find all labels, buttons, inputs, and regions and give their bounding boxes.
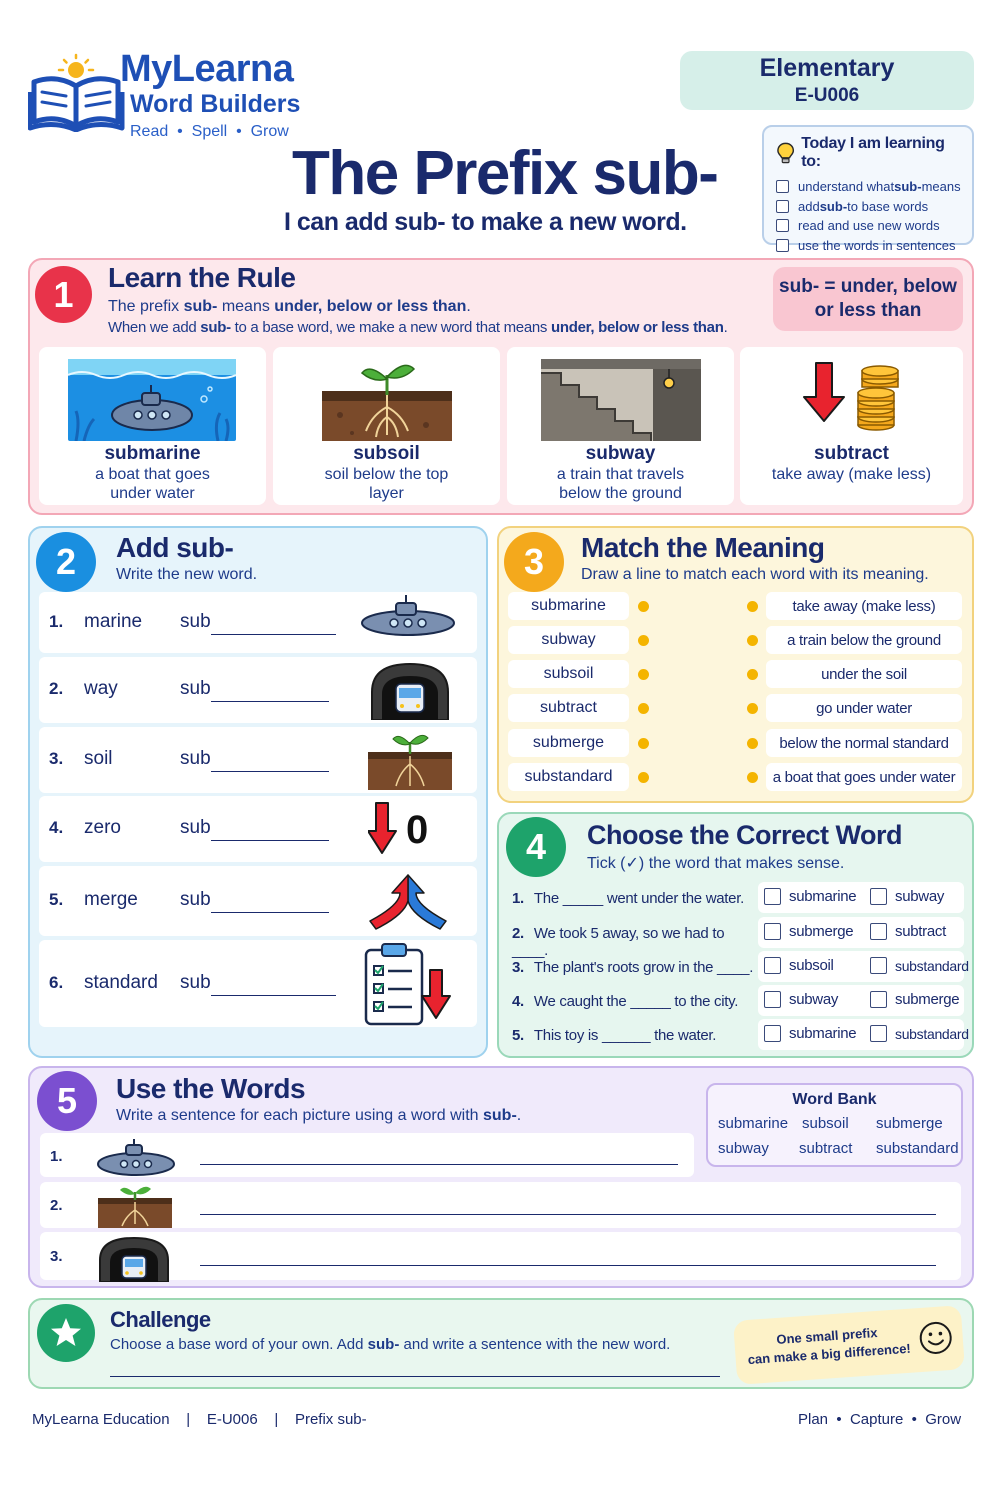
merge-arrows-icon bbox=[358, 871, 458, 936]
row-number: 3. bbox=[50, 1248, 63, 1265]
learning-goals bbox=[762, 125, 974, 253]
level-code: E-U006 bbox=[794, 85, 860, 106]
level-badge bbox=[680, 51, 974, 110]
rule-summary: sub- = under, below or less than bbox=[773, 267, 963, 331]
row-number: 1. bbox=[49, 611, 64, 631]
down-arrow-coins-icon bbox=[802, 361, 910, 433]
goals-heading: Today I am learning to: bbox=[801, 135, 945, 170]
row-number: 3. bbox=[49, 749, 64, 768]
clipboard-down-icon bbox=[362, 942, 454, 1031]
word-card-submarine bbox=[39, 347, 266, 505]
section-title: Use the Words bbox=[116, 1073, 306, 1104]
checkbox[interactable] bbox=[870, 957, 887, 974]
checkbox[interactable] bbox=[776, 180, 789, 193]
option-checkbox[interactable]: substandard bbox=[870, 1025, 969, 1042]
match-meaning[interactable]: below the normal standard bbox=[766, 729, 962, 757]
logo bbox=[28, 52, 128, 132]
match-meaning[interactable]: a train below the ground bbox=[766, 626, 962, 654]
section-number: 4 bbox=[506, 817, 566, 877]
row-number: 2. bbox=[49, 679, 64, 698]
add-sub-row bbox=[39, 796, 477, 862]
prefix-label: sub bbox=[180, 678, 211, 699]
base-word: marine bbox=[84, 610, 143, 632]
question: 1. The _____ went under the water. bbox=[512, 890, 744, 907]
answer-line[interactable] bbox=[200, 1213, 936, 1215]
checkbox[interactable] bbox=[764, 1025, 781, 1042]
row-number: 1. bbox=[50, 1148, 63, 1165]
section-instruction: Write the new word. bbox=[116, 566, 258, 583]
option-checkbox[interactable]: subway bbox=[870, 888, 944, 905]
base-word: way bbox=[84, 678, 118, 699]
tagline: Read • Spell • Grow bbox=[130, 123, 289, 140]
match-dot-right[interactable] bbox=[747, 635, 758, 646]
match-dot-left[interactable] bbox=[638, 601, 649, 612]
match-dot-right[interactable] bbox=[747, 669, 758, 680]
word-bank-title: Word Bank bbox=[792, 1091, 877, 1108]
soil-sprout-icon bbox=[368, 730, 452, 795]
submarine-icon bbox=[358, 593, 458, 642]
word-card-subway bbox=[507, 347, 734, 505]
match-meaning[interactable]: under the soil bbox=[766, 660, 962, 688]
match-meaning[interactable]: take away (make less) bbox=[766, 592, 962, 620]
checkbox[interactable] bbox=[870, 888, 887, 905]
star-icon bbox=[49, 1316, 83, 1350]
goal-item: understand what sub- means bbox=[776, 177, 962, 197]
footer-right: Plan • Capture • Grow bbox=[798, 1411, 962, 1428]
row-number: 6. bbox=[49, 972, 64, 992]
option-checkbox[interactable]: submerge bbox=[870, 991, 959, 1008]
match-word[interactable]: substandard bbox=[508, 763, 629, 791]
base-word: soil bbox=[84, 748, 113, 769]
prefix-label: sub bbox=[180, 971, 211, 993]
card-word: subsoil bbox=[353, 443, 420, 464]
prefix-label: sub bbox=[180, 889, 211, 910]
base-word: merge bbox=[84, 889, 138, 910]
question: 2. We took 5 away, so we had to ____. bbox=[512, 925, 725, 959]
section-title: Learn the Rule bbox=[108, 262, 296, 293]
option-checkbox[interactable]: submerge bbox=[764, 923, 853, 940]
checkbox[interactable] bbox=[776, 200, 789, 213]
section-number: 1 bbox=[35, 266, 92, 323]
brand-name: MyLearna bbox=[120, 48, 294, 90]
goal-item: add sub- to base words bbox=[776, 197, 962, 217]
soil-sprout-icon bbox=[322, 355, 452, 441]
card-word: subway bbox=[585, 443, 656, 464]
submarine-underwater-icon bbox=[68, 359, 236, 441]
soil-sprout-icon bbox=[98, 1184, 172, 1228]
sentence-row bbox=[40, 1232, 961, 1280]
product-name: Word Builders bbox=[130, 90, 301, 118]
smiley-icon bbox=[918, 1320, 954, 1356]
checkbox[interactable] bbox=[764, 991, 781, 1008]
answer-line[interactable] bbox=[200, 1264, 936, 1266]
match-dot-left[interactable] bbox=[638, 772, 649, 783]
word-card-subsoil bbox=[273, 347, 500, 505]
card-definition: a train that travels below the ground bbox=[556, 466, 685, 502]
match-dot-right[interactable] bbox=[747, 703, 758, 714]
section-title: Match the Meaning bbox=[581, 532, 825, 563]
checkbox[interactable] bbox=[776, 219, 789, 232]
section-number: 3 bbox=[504, 532, 564, 592]
word-card-subtract bbox=[740, 347, 963, 505]
question: 4. We caught the _____ to the city. bbox=[512, 993, 739, 1010]
down-arrow-zero-icon bbox=[368, 799, 438, 864]
add-sub-row bbox=[39, 592, 477, 653]
word-bank-item: subsoil bbox=[802, 1115, 849, 1132]
page-title: The Prefix sub- bbox=[292, 139, 718, 208]
match-word[interactable]: subtract bbox=[508, 694, 629, 722]
match-meaning[interactable]: go under water bbox=[766, 694, 962, 722]
prefix-label: sub bbox=[180, 610, 211, 632]
section-title: Choose the Correct Word bbox=[587, 820, 903, 850]
answer-line[interactable] bbox=[211, 911, 329, 913]
subway-tunnel-icon bbox=[96, 1234, 172, 1282]
word-bank-item: substandard bbox=[876, 1140, 959, 1157]
row-number: 2. bbox=[50, 1197, 63, 1214]
section-instruction: Write a sentence for each picture using a word with sub-. bbox=[116, 1107, 522, 1124]
option-checkbox[interactable]: subsoil bbox=[764, 957, 834, 974]
match-dot-left[interactable] bbox=[638, 703, 649, 714]
checkbox[interactable] bbox=[764, 923, 781, 940]
answer-line[interactable] bbox=[211, 839, 329, 841]
challenge-text: Choose a base word of your own. Add sub- and write a sentence with the new word. bbox=[110, 1336, 671, 1353]
answer-line[interactable] bbox=[211, 994, 336, 996]
prefix-label: sub bbox=[180, 817, 211, 838]
add-sub-row bbox=[39, 866, 477, 936]
word-bank-item: submarine bbox=[718, 1115, 789, 1132]
add-sub-row bbox=[39, 657, 477, 723]
answer-line[interactable] bbox=[110, 1375, 720, 1377]
section-instruction: Draw a line to match each word with its meaning. bbox=[581, 566, 929, 583]
prefix-label: sub bbox=[180, 748, 211, 769]
goal-item: use the words in sentences bbox=[776, 236, 962, 256]
answer-line[interactable] bbox=[211, 633, 336, 635]
match-dot-right[interactable] bbox=[747, 772, 758, 783]
add-sub-row bbox=[39, 940, 477, 1027]
checkbox[interactable] bbox=[870, 923, 887, 940]
checkbox[interactable] bbox=[870, 1025, 887, 1042]
base-word: standard bbox=[84, 971, 158, 993]
card-word: submarine bbox=[104, 443, 201, 464]
row-number: 4. bbox=[49, 818, 64, 837]
option-checkbox[interactable]: substandard bbox=[870, 957, 969, 974]
card-word: subtract bbox=[814, 443, 889, 464]
lightbulb-icon bbox=[776, 141, 795, 165]
match-meaning[interactable]: a boat that goes under water bbox=[766, 763, 962, 791]
rule-line-2: When we add sub- to a base word, we make a new word that means under, below or less than. bbox=[108, 319, 728, 336]
card-definition: a boat that goes under water bbox=[95, 466, 210, 502]
open-book-sun-icon bbox=[28, 52, 128, 132]
checkbox[interactable] bbox=[776, 239, 789, 252]
checkbox[interactable] bbox=[870, 991, 887, 1008]
question: 3. The plant's roots grow in the ____. bbox=[512, 959, 754, 976]
row-number: 5. bbox=[49, 890, 64, 909]
level-label: Elementary bbox=[759, 54, 895, 82]
option-checkbox[interactable]: subtract bbox=[870, 923, 946, 940]
card-definition: take away (make less) bbox=[771, 466, 932, 483]
question: 5. This toy is ______ the water. bbox=[512, 1027, 717, 1044]
match-word[interactable]: submarine bbox=[508, 592, 629, 620]
svg-text:0: 0 bbox=[406, 808, 429, 852]
base-word: zero bbox=[84, 817, 121, 838]
match-word[interactable]: subway bbox=[508, 626, 629, 654]
word-bank-item: subtract bbox=[799, 1140, 853, 1157]
answer-line[interactable] bbox=[200, 1163, 678, 1165]
match-dot-right[interactable] bbox=[747, 738, 758, 749]
rule-line-1: The prefix sub- means under, below or less than. bbox=[108, 298, 471, 315]
option-checkbox[interactable]: submarine bbox=[764, 888, 856, 905]
word-bank-item: submerge bbox=[876, 1115, 943, 1132]
checkbox[interactable] bbox=[764, 957, 781, 974]
challenge-title: Challenge bbox=[110, 1307, 211, 1332]
match-word[interactable]: submerge bbox=[508, 729, 629, 757]
match-dot-left[interactable] bbox=[638, 669, 649, 680]
section-number: 5 bbox=[37, 1071, 97, 1131]
match-dot-left[interactable] bbox=[638, 635, 649, 646]
challenge-badge bbox=[37, 1304, 95, 1362]
match-dot-right[interactable] bbox=[747, 601, 758, 612]
section-instruction: Tick (✓) the word that makes sense. bbox=[587, 855, 845, 872]
speech-bubble: One small prefix can make a big difference! bbox=[733, 1305, 965, 1385]
submarine-icon bbox=[94, 1136, 178, 1178]
goal-item: read and use new words bbox=[776, 216, 962, 236]
footer-left: MyLearna Education | E-U006 | Prefix sub- bbox=[32, 1411, 367, 1428]
underground-stairs-icon bbox=[541, 359, 701, 441]
sentence-row bbox=[40, 1182, 961, 1228]
match-dot-left[interactable] bbox=[638, 738, 649, 749]
answer-line[interactable] bbox=[211, 770, 329, 772]
checkbox[interactable] bbox=[764, 888, 781, 905]
word-bank-item: subway bbox=[718, 1140, 769, 1157]
option-checkbox[interactable]: submarine bbox=[764, 1025, 856, 1042]
answer-line[interactable] bbox=[211, 700, 329, 702]
section-title: Add sub- bbox=[116, 532, 234, 563]
match-word[interactable]: subsoil bbox=[508, 660, 629, 688]
word-bank bbox=[706, 1083, 963, 1167]
card-definition: soil below the top layer bbox=[324, 466, 449, 502]
add-sub-row bbox=[39, 727, 477, 793]
subway-tunnel-icon bbox=[368, 660, 452, 725]
section-number: 2 bbox=[36, 532, 96, 592]
option-checkbox[interactable]: subway bbox=[764, 991, 838, 1008]
page-subtitle: I can add sub- to make a new word. bbox=[284, 208, 687, 236]
